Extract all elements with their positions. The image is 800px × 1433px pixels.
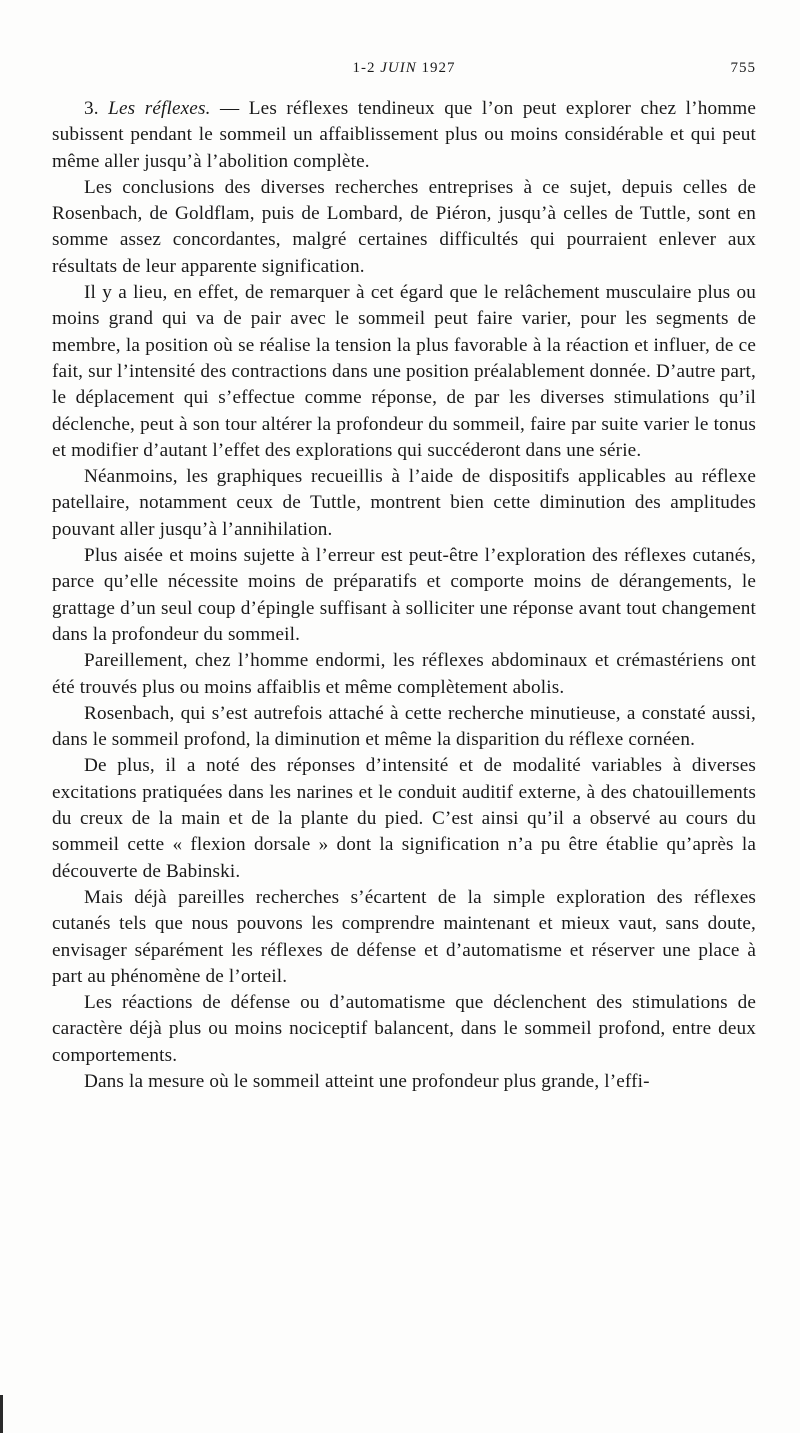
section-number: 3. [84,98,99,119]
issue-day: 1-2 [352,60,376,76]
paragraph: Mais déjà pareilles recherches s’écartent de la simple exploration des réflexes cutanés tels que nous pouvons les comprendre maintenant et mieux vaut, sans doute, envisager séparément les réflexes de défense et d’automatisme et réserver une place à part au phénomène de l’orteil. [52,886,756,987]
paragraph: De plus, il a noté des réponses d’intensité et de modalité variables à diverses excitations pratiquées dans les narines et le conduit auditif externe, à des chatouillements du creux de la main et de la plante du pied. C’est ainsi qu’il a observé au cours du sommeil cette « flexion dorsale » dont la signification n’a pu être établie qu’après la découverte de Babinski. [52,755,756,882]
section-title: Les réflexes. [108,98,211,119]
issue-month: JUIN [380,60,417,76]
paragraph: Plus aisée et moins sujette à l’erreur est peut-être l’exploration des réflexes cutanés, parce qu’elle nécessite moins de préparatifs et comporte moins de dérangements, le grattage d’un seul coup d’épingle suffisant à solliciter une réponse avant tout changement dans la profondeur du sommeil. [52,545,756,645]
running-header [52,60,756,84]
paragraph: Rosenbach, qui s’est autrefois attaché à cette recherche minutieuse, a constaté aussi, dans le sommeil profond, la diminution et même la disparition du réflexe cornéen. [52,702,756,751]
section-opening-paragraph [52,96,756,175]
paragraph: Pareillement, chez l’homme endormi, les réflexes abdominaux et crémastériens ont été trouvés plus ou moins affaiblis et même complètement abolis. [52,650,756,698]
paragraph: Les réactions de défense ou d’automatisme que déclenchent des stimulations de caractère déjà plus ou moins nociceptif balancent, dans le sommeil profond, entre deux comportements. [52,992,756,1066]
paragraph: Dans la mesure où le sommeil atteint une profondeur plus grande, l’effi- [84,1070,650,1092]
section-intro-text: — Les réflexes tendineux que l’on peut explorer chez l’homme subissent pendant le sommeil un affaiblissement plus ou moins considérable et qui peut même aller jusqu’à l’abolition complète. [52,98,757,172]
paragraph: Il y a lieu, en effet, de remarquer à cet égard que le relâchement musculaire plus ou moins grand qui va de pair avec le sommeil peut faire varier, pour les segments de membre, la position où se réalise la tension la plus favorable à la réaction et influer, de ce fait, sur l’intensité des contractions dans une position préalablement donnée. D’autre part, le déplacement qui s’effectue comme réponse, de par les diverses stimulations qu’il déclenche, peut à son tour altérer la profondeur du sommeil, faire par suite varier le tonus et modifier d’autant l’effet des explorations qui succéderont dans une série. [52,282,756,461]
issue-date [52,60,756,77]
paragraph: Les conclusions des diverses recherches entreprises à ce sujet, depuis celles de Rosenbach, de Goldflam, puis de Lombard, de Piéron, jusqu’à celles de Tuttle, sont en somme assez concordantes, malgré certaines difficultés qui pourraient enlever aux résultats de leur apparente signification. [52,176,756,277]
issue-year: 1927 [421,60,456,76]
article-body [52,96,756,1095]
page-number: 755 [730,60,756,76]
paragraph: Néanmoins, les graphiques recueillis à l’aide de dispositifs applicables au réflexe patellaire, notamment ceux de Tuttle, montrent bien cette diminution des amplitudes pouvant aller jusqu’à l’annihilation. [52,466,756,540]
scan-edge-mark [0,1395,3,1433]
